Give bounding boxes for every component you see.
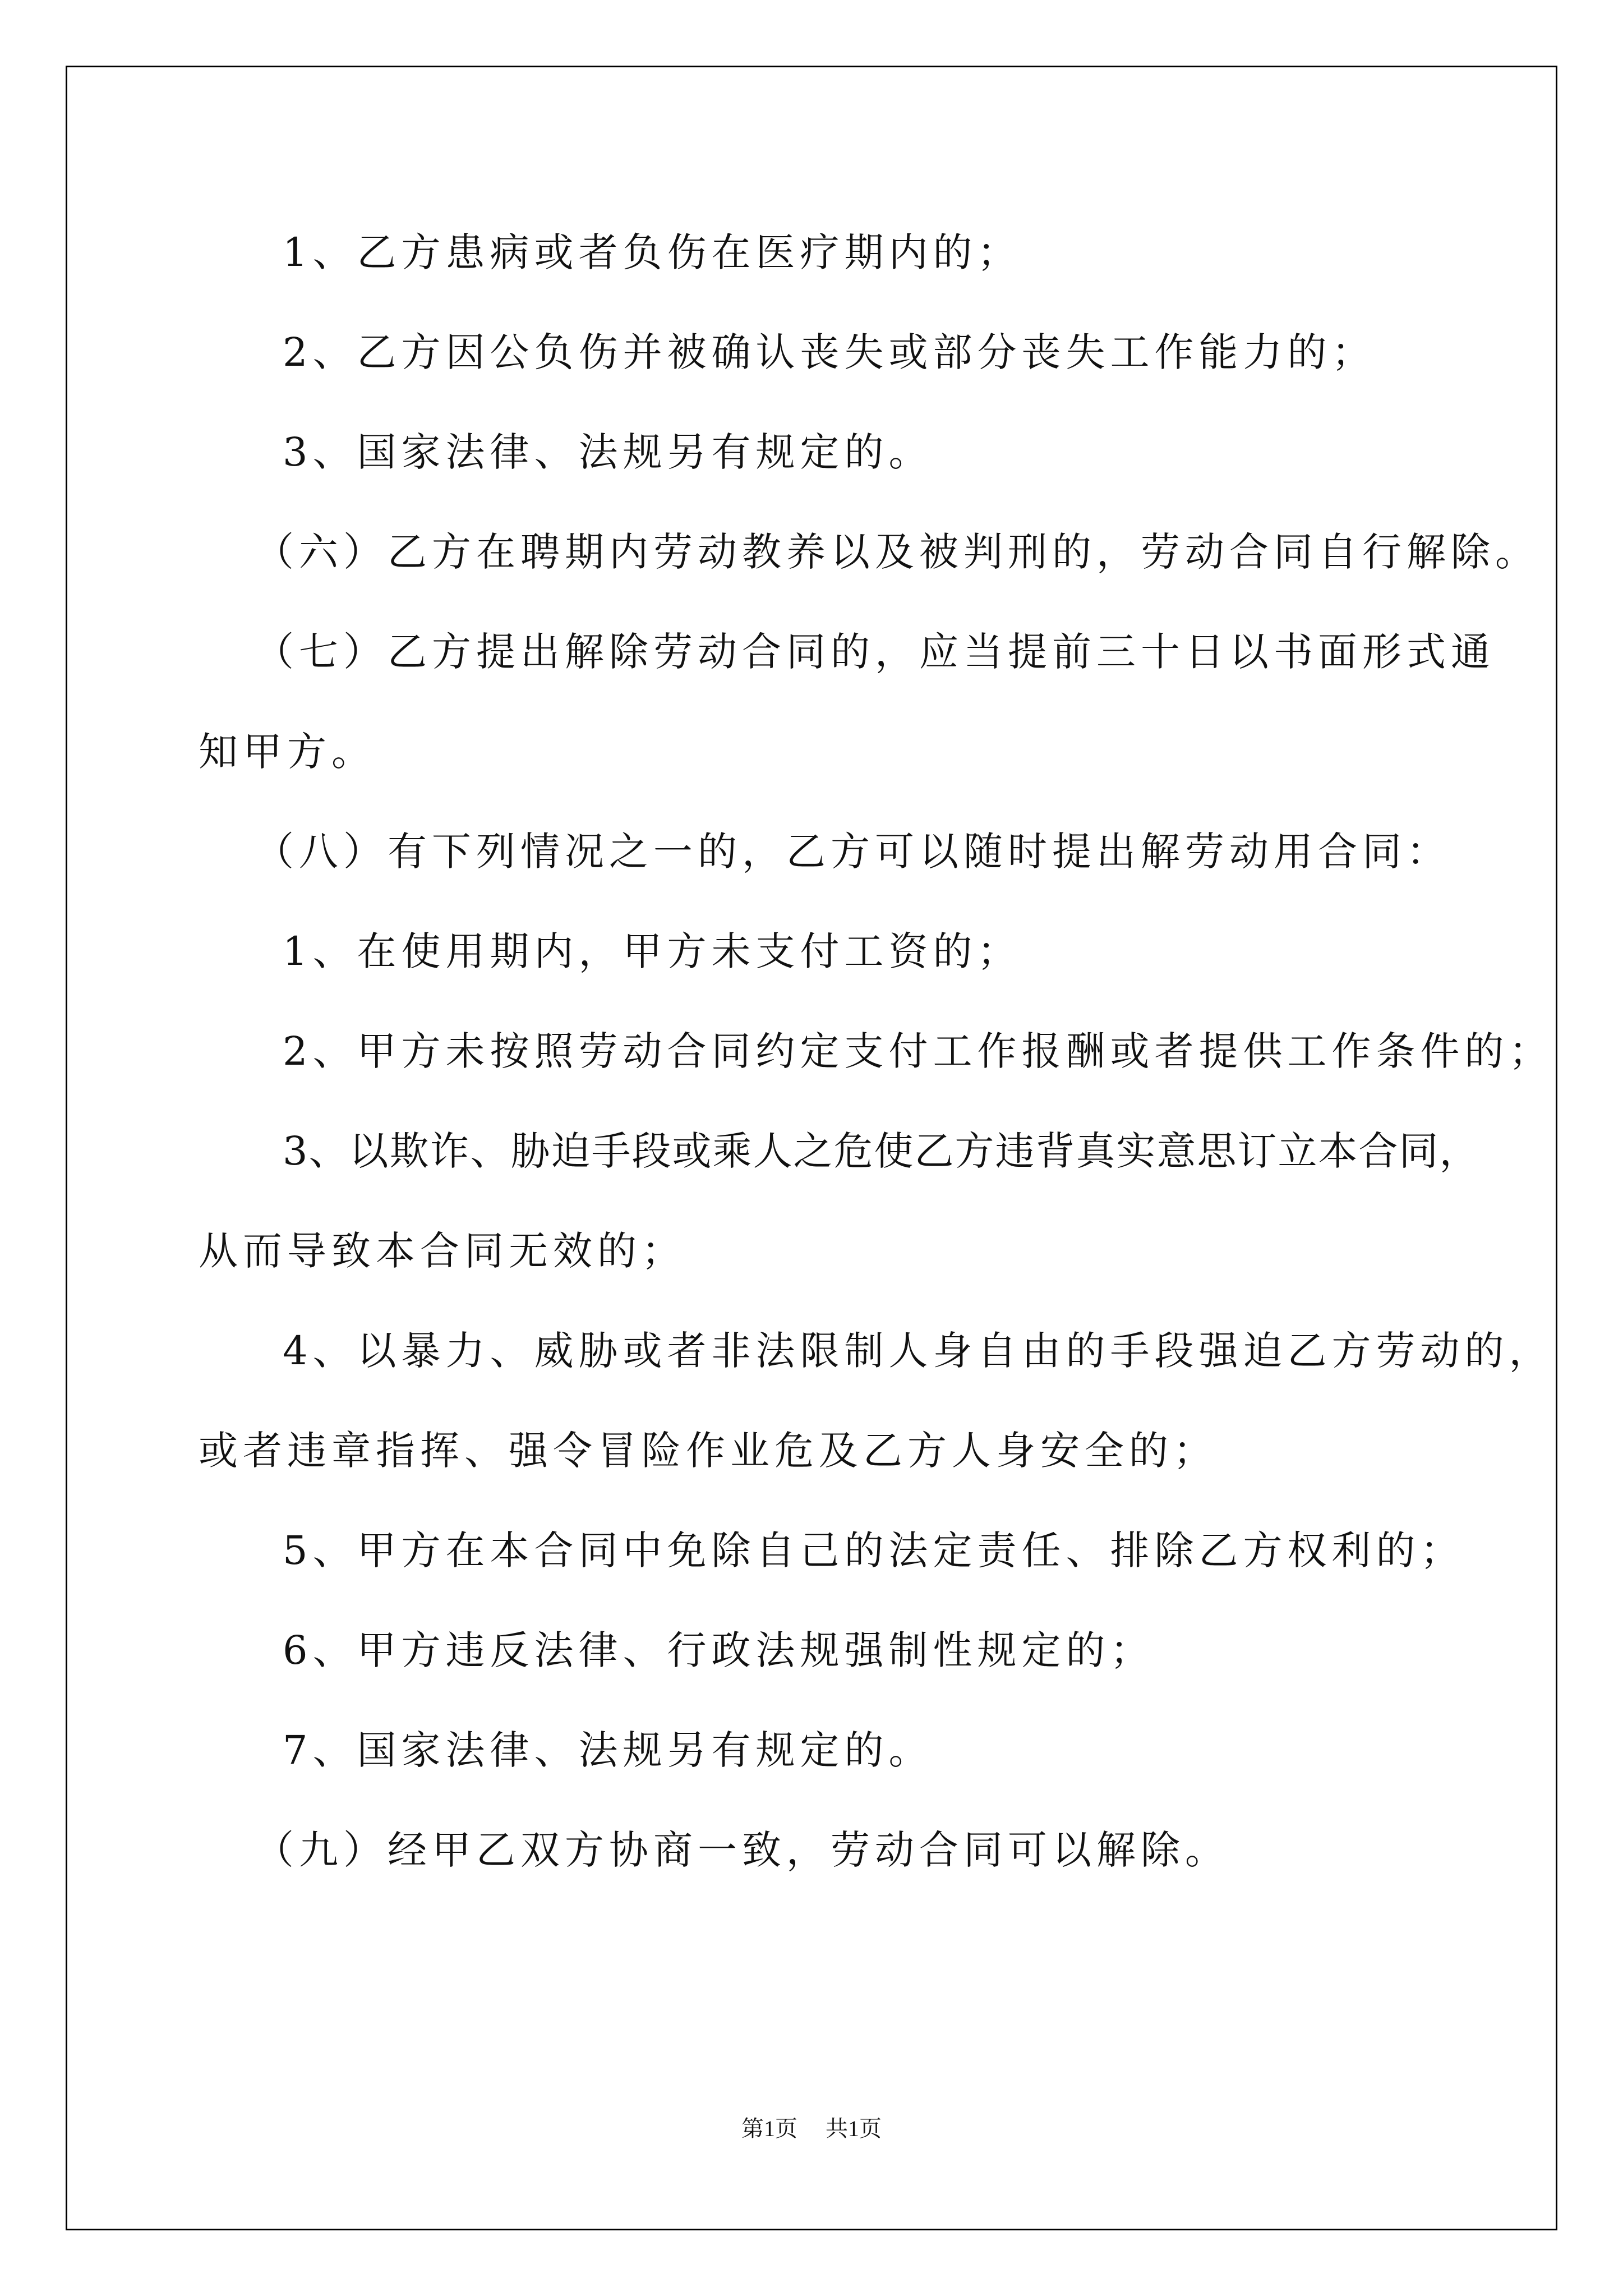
paragraph-line: 1、乙方患病或者负伤在医疗期内的；	[283, 229, 1022, 275]
paragraph-line: 3、以欺诈、胁迫手段或乘人之危使乙方违背真实意思订立本合同，	[283, 1128, 1480, 1174]
page-footer	[0, 2115, 1623, 2143]
paragraph-line: 6、甲方违反法律、行政法规强制性规定的；	[283, 1627, 1155, 1673]
paragraph-line: 知甲方。	[199, 729, 376, 775]
paragraph-line: 7、国家法律、法规另有规定的。	[283, 1727, 933, 1773]
paragraph-line: 4、以暴力、威胁或者非法限制人身自由的手段强迫乙方劳动的，	[283, 1328, 1553, 1374]
paragraph-line: 5、甲方在本合同中免除自己的法定责任、排除乙方权利的；	[283, 1527, 1465, 1573]
paragraph-line: 3、国家法律、法规另有规定的。	[283, 429, 933, 475]
paragraph-line: 从而导致本合同无效的；	[199, 1228, 686, 1274]
page-total: 共1页	[826, 2116, 882, 2141]
paragraph-line: 1、在使用期内，甲方未支付工资的；	[283, 928, 1022, 974]
paragraph-line: 2、乙方因公负伤并被确认丧失或部分丧失工作能力的；	[283, 329, 1376, 375]
page-number: 第1页	[741, 2116, 797, 2141]
paragraph-line: （八）有下列情况之一的，乙方可以随时提出解劳动用合同：	[255, 829, 1451, 875]
paragraph-line: （九）经甲乙双方协商一致，劳动合同可以解除。	[255, 1827, 1229, 1873]
paragraph-line: 2、甲方未按照劳动合同约定支付工作报酬或者提供工作条件的；	[283, 1028, 1553, 1074]
paragraph-line: （七）乙方提出解除劳动合同的，应当提前三十日以书面形式通	[255, 629, 1495, 675]
paragraph-line: （六）乙方在聘期内劳动教养以及被判刑的，劳动合同自行解除。	[255, 529, 1539, 575]
paragraph-line: 或者违章指挥、强令冒险作业危及乙方人身安全的；	[199, 1428, 1218, 1474]
